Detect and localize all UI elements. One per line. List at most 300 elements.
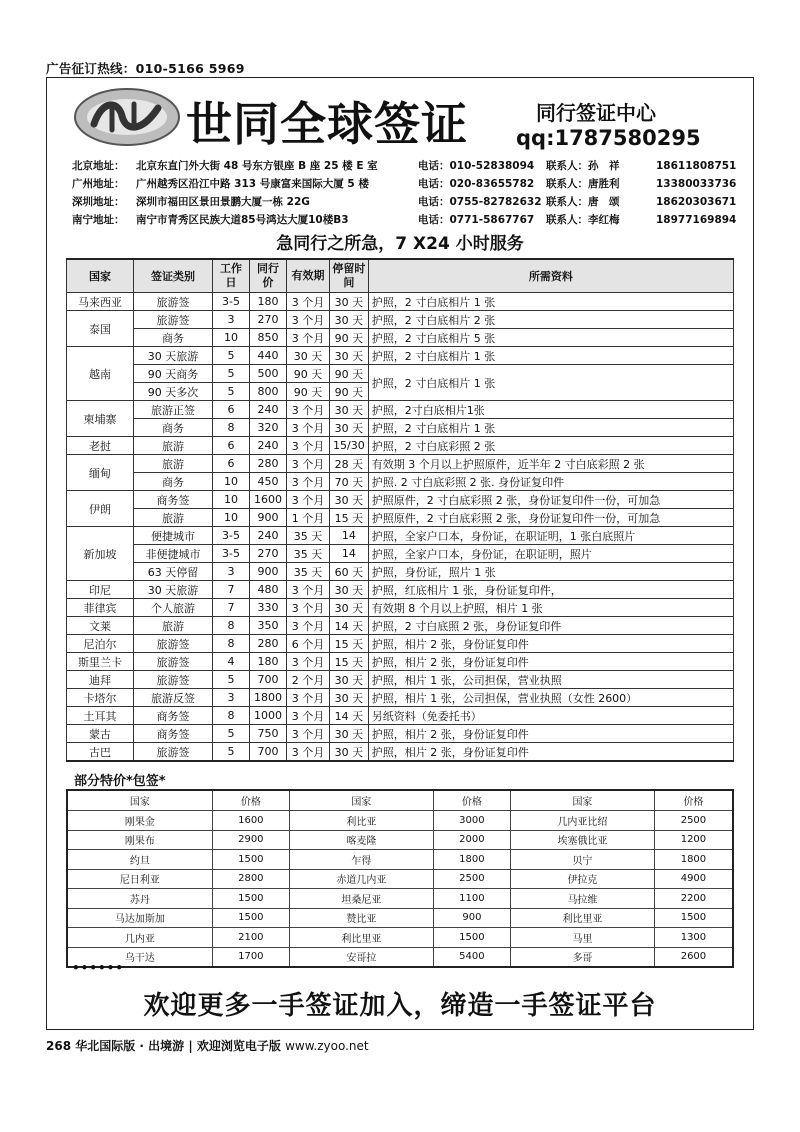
valid-cell: 3 个月	[287, 725, 330, 743]
days-cell: 5	[213, 671, 250, 689]
price-cell: 240	[250, 437, 287, 455]
special-country-cell: 安哥拉	[289, 947, 433, 967]
valid-cell: 3 个月	[287, 455, 330, 473]
special-country-cell: 利比里亚	[511, 908, 655, 928]
days-cell: 5	[213, 347, 250, 365]
footer-text: 268 华北国际版 · 出境游 | 欢迎浏览电子版	[46, 1039, 286, 1053]
type-cell: 90 天商务	[134, 365, 213, 383]
price-cell: 280	[250, 455, 287, 473]
visa-price-table	[66, 258, 734, 762]
price-cell: 180	[250, 653, 287, 671]
qq-number: qq:1787580295	[516, 126, 701, 150]
stay-cell: 70 天	[330, 473, 369, 491]
req-cell: 护照，相片 2 张，身份证复印件	[368, 635, 733, 653]
type-cell: 旅游正签	[134, 401, 213, 419]
table-row	[67, 725, 734, 743]
header-requirements: 所需资料	[368, 259, 733, 293]
req-cell: 护照，2 寸白底相片 2 张	[368, 311, 733, 329]
days-cell: 7	[213, 581, 250, 599]
stay-cell: 30 天	[330, 491, 369, 509]
special-country-cell: 赤道几内亚	[289, 869, 433, 889]
country-cell: 老挝	[67, 437, 134, 455]
stay-cell: 30 天	[330, 671, 369, 689]
price-cell: 1800	[250, 689, 287, 707]
days-cell: 5	[213, 725, 250, 743]
address-contact: 联系人：李红梅	[546, 214, 620, 226]
special-row	[67, 811, 733, 831]
stay-cell: 30 天	[330, 581, 369, 599]
table-row	[67, 545, 734, 563]
req-cell: 护照，相片 2 张，身份证复印件	[368, 653, 733, 671]
valid-cell: 90 天	[287, 383, 330, 401]
days-cell: 3-5	[213, 293, 250, 311]
slogan: 急同行之所急，7 X24 小时服务	[276, 234, 524, 254]
stay-cell: 90 天	[330, 329, 369, 347]
special-price-cell: 2200	[654, 889, 733, 909]
address-tel: 电话：020-83655782	[418, 178, 535, 190]
stay-cell: 14 天	[330, 707, 369, 725]
address-phone: 18611808751	[656, 160, 737, 172]
req-cell: 护照，相片 2 张，身份证复印件	[368, 725, 733, 743]
req-cell: 护照，2寸白底相片1张	[368, 401, 733, 419]
type-cell: 旅游签	[134, 671, 213, 689]
table-row	[67, 347, 734, 365]
special-price-cell: 1500	[212, 889, 289, 909]
country-cell: 印尼	[67, 581, 134, 599]
type-cell: 30 天旅游	[134, 347, 213, 365]
address-phone: 13380033736	[656, 178, 737, 190]
special-price-cell: 3000	[433, 811, 510, 831]
table-row	[67, 563, 734, 581]
type-cell: 商务	[134, 473, 213, 491]
address-contact: 联系人：唐 颂	[546, 196, 620, 208]
special-price-cell: 1500	[212, 908, 289, 928]
stay-cell: 30 天	[330, 599, 369, 617]
address-place: 北京东直门外大街 48 号东方银座 B 座 25 楼 E 室	[136, 160, 378, 172]
special-country-cell: 埃塞俄比亚	[511, 830, 655, 850]
table-row	[67, 437, 734, 455]
type-cell: 旅游签	[134, 293, 213, 311]
special-price-cell: 4900	[654, 869, 733, 889]
ad-hotline: 广告征订热线：010-5166 5969	[46, 61, 245, 76]
brand-logo-icon	[72, 86, 182, 148]
price-cell: 900	[250, 509, 287, 527]
stay-cell: 30 天	[330, 689, 369, 707]
type-cell: 商务	[134, 419, 213, 437]
days-cell: 10	[213, 491, 250, 509]
special-price-cell: 2600	[654, 947, 733, 967]
type-cell: 90 天多次	[134, 383, 213, 401]
special-price-cell: 900	[433, 908, 510, 928]
valid-cell: 6 个月	[287, 635, 330, 653]
req-cell: 护照，身份证，照片 1 张	[368, 563, 733, 581]
table-row	[67, 455, 734, 473]
address-contact: 联系人：孙 祥	[546, 160, 620, 172]
stay-cell: 30 天	[330, 311, 369, 329]
type-cell: 旅游反签	[134, 689, 213, 707]
address-tel: 电话：0755-82782632	[418, 196, 542, 208]
days-cell: 10	[213, 509, 250, 527]
type-cell: 旅游	[134, 509, 213, 527]
price-cell: 350	[250, 617, 287, 635]
type-cell: 商务签	[134, 725, 213, 743]
special-price-cell: 1800	[654, 850, 733, 870]
page-footer	[46, 1037, 369, 1054]
special-price-cell: 1500	[433, 928, 510, 948]
type-cell: 非便捷城市	[134, 545, 213, 563]
special-price-cell: 2500	[654, 811, 733, 831]
days-cell: 5	[213, 743, 250, 762]
stay-cell: 28 天	[330, 455, 369, 473]
stay-cell: 90 天	[330, 365, 369, 383]
req-cell: 护照原件，2 寸白底彩照 2 张，身份证复印件一份，可加急	[368, 491, 733, 509]
special-row	[67, 850, 733, 870]
price-cell: 750	[250, 725, 287, 743]
days-cell: 8	[213, 419, 250, 437]
price-cell: 500	[250, 365, 287, 383]
stay-cell: 30 天	[330, 401, 369, 419]
special-country-cell: 利比里亚	[289, 928, 433, 948]
special-header-price: 价格	[212, 790, 289, 811]
stay-cell: 30 天	[330, 725, 369, 743]
header-workday: 工作日	[213, 259, 250, 293]
stay-cell: 14	[330, 527, 369, 545]
price-cell: 240	[250, 401, 287, 419]
address-line	[72, 158, 736, 173]
table-row	[67, 707, 734, 725]
valid-cell: 35 天	[287, 527, 330, 545]
valid-cell: 1 个月	[287, 509, 330, 527]
table-row	[67, 635, 734, 653]
country-cell: 蒙古	[67, 725, 134, 743]
days-cell: 3-5	[213, 545, 250, 563]
address-line	[72, 194, 736, 209]
footer-site: www.zyoo.net	[285, 1039, 369, 1053]
days-cell: 5	[213, 365, 250, 383]
special-country-cell: 刚果金	[67, 811, 212, 831]
country-cell: 斯里兰卡	[67, 653, 134, 671]
req-cell: 护照，红底相片 1 张，身份证复印件，	[368, 581, 733, 599]
valid-cell: 3 个月	[287, 437, 330, 455]
req-cell: 护照，2 寸白底相片 1 张	[368, 347, 733, 365]
type-cell: 旅游	[134, 617, 213, 635]
decorative-dots: ••••••	[72, 961, 125, 975]
special-header-country: 国家	[289, 790, 433, 811]
table-row	[67, 311, 734, 329]
table-row	[67, 581, 734, 599]
country-cell: 新加坡	[67, 527, 134, 581]
valid-cell: 3 个月	[287, 419, 330, 437]
days-cell: 4	[213, 653, 250, 671]
type-cell: 商务签	[134, 707, 213, 725]
type-cell: 商务	[134, 329, 213, 347]
special-country-cell: 几内亚	[67, 928, 212, 948]
type-cell: 商务签	[134, 491, 213, 509]
address-city: 北京地址：	[72, 160, 125, 172]
special-offers-title: 部分特价*包签*	[74, 774, 166, 789]
req-cell: 有效期 3 个月以上护照原件，近半年 2 寸白底彩照 2 张	[368, 455, 733, 473]
address-city: 南宁地址：	[72, 214, 125, 226]
type-cell: 30 天旅游	[134, 581, 213, 599]
price-cell: 700	[250, 743, 287, 762]
country-cell: 泰国	[67, 311, 134, 347]
table-row	[67, 689, 734, 707]
country-cell: 迪拜	[67, 671, 134, 689]
table-row	[67, 491, 734, 509]
type-cell: 旅游	[134, 455, 213, 473]
special-country-cell: 贝宁	[511, 850, 655, 870]
header-price: 同行价	[250, 259, 287, 293]
special-price-cell: 1100	[433, 889, 510, 909]
special-country-cell: 赞比亚	[289, 908, 433, 928]
table-row	[67, 617, 734, 635]
address-line	[72, 176, 736, 191]
table-row	[67, 527, 734, 545]
table-row	[67, 743, 734, 762]
valid-cell: 3 个月	[287, 473, 330, 491]
address-line	[72, 212, 736, 227]
address-phone: 18977169894	[656, 214, 737, 226]
stay-cell: 15 天	[330, 635, 369, 653]
req-cell: 护照原件，2 寸白底彩照 2 张，身份证复印件一份，可加急	[368, 509, 733, 527]
valid-cell: 3 个月	[287, 653, 330, 671]
stay-cell: 15 天	[330, 509, 369, 527]
days-cell: 3-5	[213, 527, 250, 545]
type-cell: 便捷城市	[134, 527, 213, 545]
valid-cell: 2 个月	[287, 671, 330, 689]
price-cell: 1000	[250, 707, 287, 725]
type-cell: 旅游签	[134, 311, 213, 329]
special-offers-table	[66, 789, 734, 968]
special-price-cell: 2100	[212, 928, 289, 948]
price-cell: 440	[250, 347, 287, 365]
days-cell: 10	[213, 329, 250, 347]
valid-cell: 35 天	[287, 563, 330, 581]
country-cell: 古巴	[67, 743, 134, 762]
special-country-cell: 约旦	[67, 850, 212, 870]
special-header-country: 国家	[67, 790, 212, 811]
address-tel: 电话：0771-5867767	[418, 214, 535, 226]
valid-cell: 35 天	[287, 545, 330, 563]
center-name: 同行签证中心	[536, 101, 656, 125]
special-header-price: 价格	[654, 790, 733, 811]
days-cell: 10	[213, 473, 250, 491]
valid-cell: 30 天	[287, 347, 330, 365]
special-country-cell: 马拉维	[511, 889, 655, 909]
valid-cell: 3 个月	[287, 599, 330, 617]
address-contact: 联系人：唐胜利	[546, 178, 620, 190]
special-country-cell: 马达加斯加	[67, 908, 212, 928]
days-cell: 8	[213, 707, 250, 725]
price-cell: 800	[250, 383, 287, 401]
special-price-cell: 2800	[212, 869, 289, 889]
table-row	[67, 509, 734, 527]
req-cell: 护照，2 寸白底相片 1 张	[368, 419, 733, 437]
stay-cell: 14 天	[330, 617, 369, 635]
price-cell: 480	[250, 581, 287, 599]
req-cell: 护照，全家户口本，身份证，在职证明，1 张白底照片	[368, 527, 733, 545]
special-country-cell: 喀麦隆	[289, 830, 433, 850]
stay-cell: 30 天	[330, 293, 369, 311]
special-row	[67, 908, 733, 928]
address-place: 南宁市青秀区民族大道85号鸿达大厦10楼B3	[136, 214, 349, 226]
header-country: 国家	[67, 259, 134, 293]
header-type: 签证类别	[134, 259, 213, 293]
special-country-cell: 马里	[511, 928, 655, 948]
stay-cell: 30 天	[330, 419, 369, 437]
country-cell: 尼泊尔	[67, 635, 134, 653]
special-country-cell: 乍得	[289, 850, 433, 870]
special-price-cell: 2000	[433, 830, 510, 850]
stay-cell: 15/30	[330, 437, 369, 455]
req-cell: 护照，全家户口本，身份证，在职证明，照片	[368, 545, 733, 563]
req-cell: 护照，2 寸白底相片 5 张	[368, 329, 733, 347]
type-cell: 旅游	[134, 437, 213, 455]
country-cell: 卡塔尔	[67, 689, 134, 707]
stay-cell: 60 天	[330, 563, 369, 581]
valid-cell: 3 个月	[287, 311, 330, 329]
days-cell: 6	[213, 437, 250, 455]
stay-cell: 90 天	[330, 383, 369, 401]
country-cell: 马来西亚	[67, 293, 134, 311]
days-cell: 5	[213, 383, 250, 401]
address-place: 广州越秀区沿江中路 313 号康富来国际大厦 5 楼	[136, 178, 369, 190]
special-country-cell: 苏丹	[67, 889, 212, 909]
price-cell: 280	[250, 635, 287, 653]
valid-cell: 3 个月	[287, 401, 330, 419]
table-row	[67, 473, 734, 491]
header-stay: 停留时间	[330, 259, 369, 293]
address-tel: 电话：010-52838094	[418, 160, 535, 172]
days-cell: 8	[213, 635, 250, 653]
type-cell: 旅游签	[134, 635, 213, 653]
special-header-price: 价格	[433, 790, 510, 811]
country-cell: 柬埔寨	[67, 401, 134, 437]
days-cell: 3	[213, 563, 250, 581]
stay-cell: 30 天	[330, 743, 369, 762]
valid-cell: 3 个月	[287, 293, 330, 311]
special-price-cell: 1500	[212, 850, 289, 870]
special-price-cell: 1500	[654, 908, 733, 928]
price-cell: 330	[250, 599, 287, 617]
price-cell: 1600	[250, 491, 287, 509]
special-price-cell: 1800	[433, 850, 510, 870]
req-cell: 护照，相片 1 张，公司担保，营业执照（女性 2600）	[368, 689, 733, 707]
table-row	[67, 401, 734, 419]
special-price-cell: 1300	[654, 928, 733, 948]
price-cell: 450	[250, 473, 287, 491]
days-cell: 3	[213, 689, 250, 707]
table-row	[67, 419, 734, 437]
valid-cell: 3 个月	[287, 689, 330, 707]
valid-cell: 3 个月	[287, 617, 330, 635]
price-cell: 270	[250, 311, 287, 329]
req-cell: 护照，相片 1 张，公司担保，营业执照	[368, 671, 733, 689]
days-cell: 8	[213, 617, 250, 635]
special-price-cell: 2900	[212, 830, 289, 850]
valid-cell: 3 个月	[287, 707, 330, 725]
address-place: 深圳市福田区景田景鹏大厦一栋 22G	[136, 196, 310, 208]
country-cell: 文莱	[67, 617, 134, 635]
days-cell: 3	[213, 311, 250, 329]
req-cell: 护照，2 寸白底彩照 2 张	[368, 437, 733, 455]
type-cell: 63 天停留	[134, 563, 213, 581]
header-validity: 有效期	[287, 259, 330, 293]
special-country-cell: 几内亚比绍	[511, 811, 655, 831]
req-cell: 护照，2 寸白底相片 1 张	[368, 293, 733, 311]
price-cell: 850	[250, 329, 287, 347]
req-cell: 护照，2 寸白底相片 1 张	[368, 365, 733, 401]
price-cell: 320	[250, 419, 287, 437]
special-country-cell: 刚果布	[67, 830, 212, 850]
special-row	[67, 947, 733, 967]
type-cell: 旅游签	[134, 653, 213, 671]
type-cell: 旅游签	[134, 743, 213, 762]
table-row	[67, 329, 734, 347]
valid-cell: 3 个月	[287, 491, 330, 509]
welcome-banner: 欢迎更多一手签证加入，缔造一手签证平台	[143, 991, 657, 1021]
price-cell: 700	[250, 671, 287, 689]
table-row	[67, 599, 734, 617]
req-cell: 护照，相片 2 张，身份证复印件	[368, 743, 733, 762]
special-price-cell: 1200	[654, 830, 733, 850]
special-row	[67, 889, 733, 909]
price-cell: 180	[250, 293, 287, 311]
special-country-cell: 尼日利亚	[67, 869, 212, 889]
special-price-cell: 1700	[212, 947, 289, 967]
stay-cell: 30 天	[330, 347, 369, 365]
special-country-cell: 多哥	[511, 947, 655, 967]
special-country-cell: 乌干达	[67, 947, 212, 967]
valid-cell: 90 天	[287, 365, 330, 383]
price-cell: 270	[250, 545, 287, 563]
country-cell: 缅甸	[67, 455, 134, 491]
address-phone: 18620303671	[656, 196, 737, 208]
stay-cell: 14	[330, 545, 369, 563]
special-price-cell: 1600	[212, 811, 289, 831]
days-cell: 6	[213, 455, 250, 473]
days-cell: 7	[213, 599, 250, 617]
valid-cell: 3 个月	[287, 581, 330, 599]
valid-cell: 3 个月	[287, 329, 330, 347]
special-row	[67, 830, 733, 850]
country-cell: 土耳其	[67, 707, 134, 725]
stay-cell: 15 天	[330, 653, 369, 671]
table-row	[67, 365, 734, 383]
req-cell: 护照. 2 寸白底彩照 2 张. 身份证复印件	[368, 473, 733, 491]
special-row	[67, 928, 733, 948]
req-cell: 护照，2 寸白底照 2 张，身份证复印件	[368, 617, 733, 635]
special-country-cell: 利比亚	[289, 811, 433, 831]
req-cell: 另纸资料（免委托书）	[368, 707, 733, 725]
special-price-cell: 5400	[433, 947, 510, 967]
price-cell: 240	[250, 527, 287, 545]
special-country-cell: 坦桑尼亚	[289, 889, 433, 909]
country-cell: 伊朗	[67, 491, 134, 527]
price-cell: 900	[250, 563, 287, 581]
address-city: 深圳地址：	[72, 196, 125, 208]
country-cell: 越南	[67, 347, 134, 401]
special-price-cell: 2500	[433, 869, 510, 889]
country-cell: 菲律宾	[67, 599, 134, 617]
type-cell: 个人旅游	[134, 599, 213, 617]
address-city: 广州地址：	[72, 178, 125, 190]
req-cell: 有效期 8 个月以上护照，相片 1 张	[368, 599, 733, 617]
table-row	[67, 671, 734, 689]
days-cell: 6	[213, 401, 250, 419]
special-header-country: 国家	[511, 790, 655, 811]
special-row	[67, 869, 733, 889]
